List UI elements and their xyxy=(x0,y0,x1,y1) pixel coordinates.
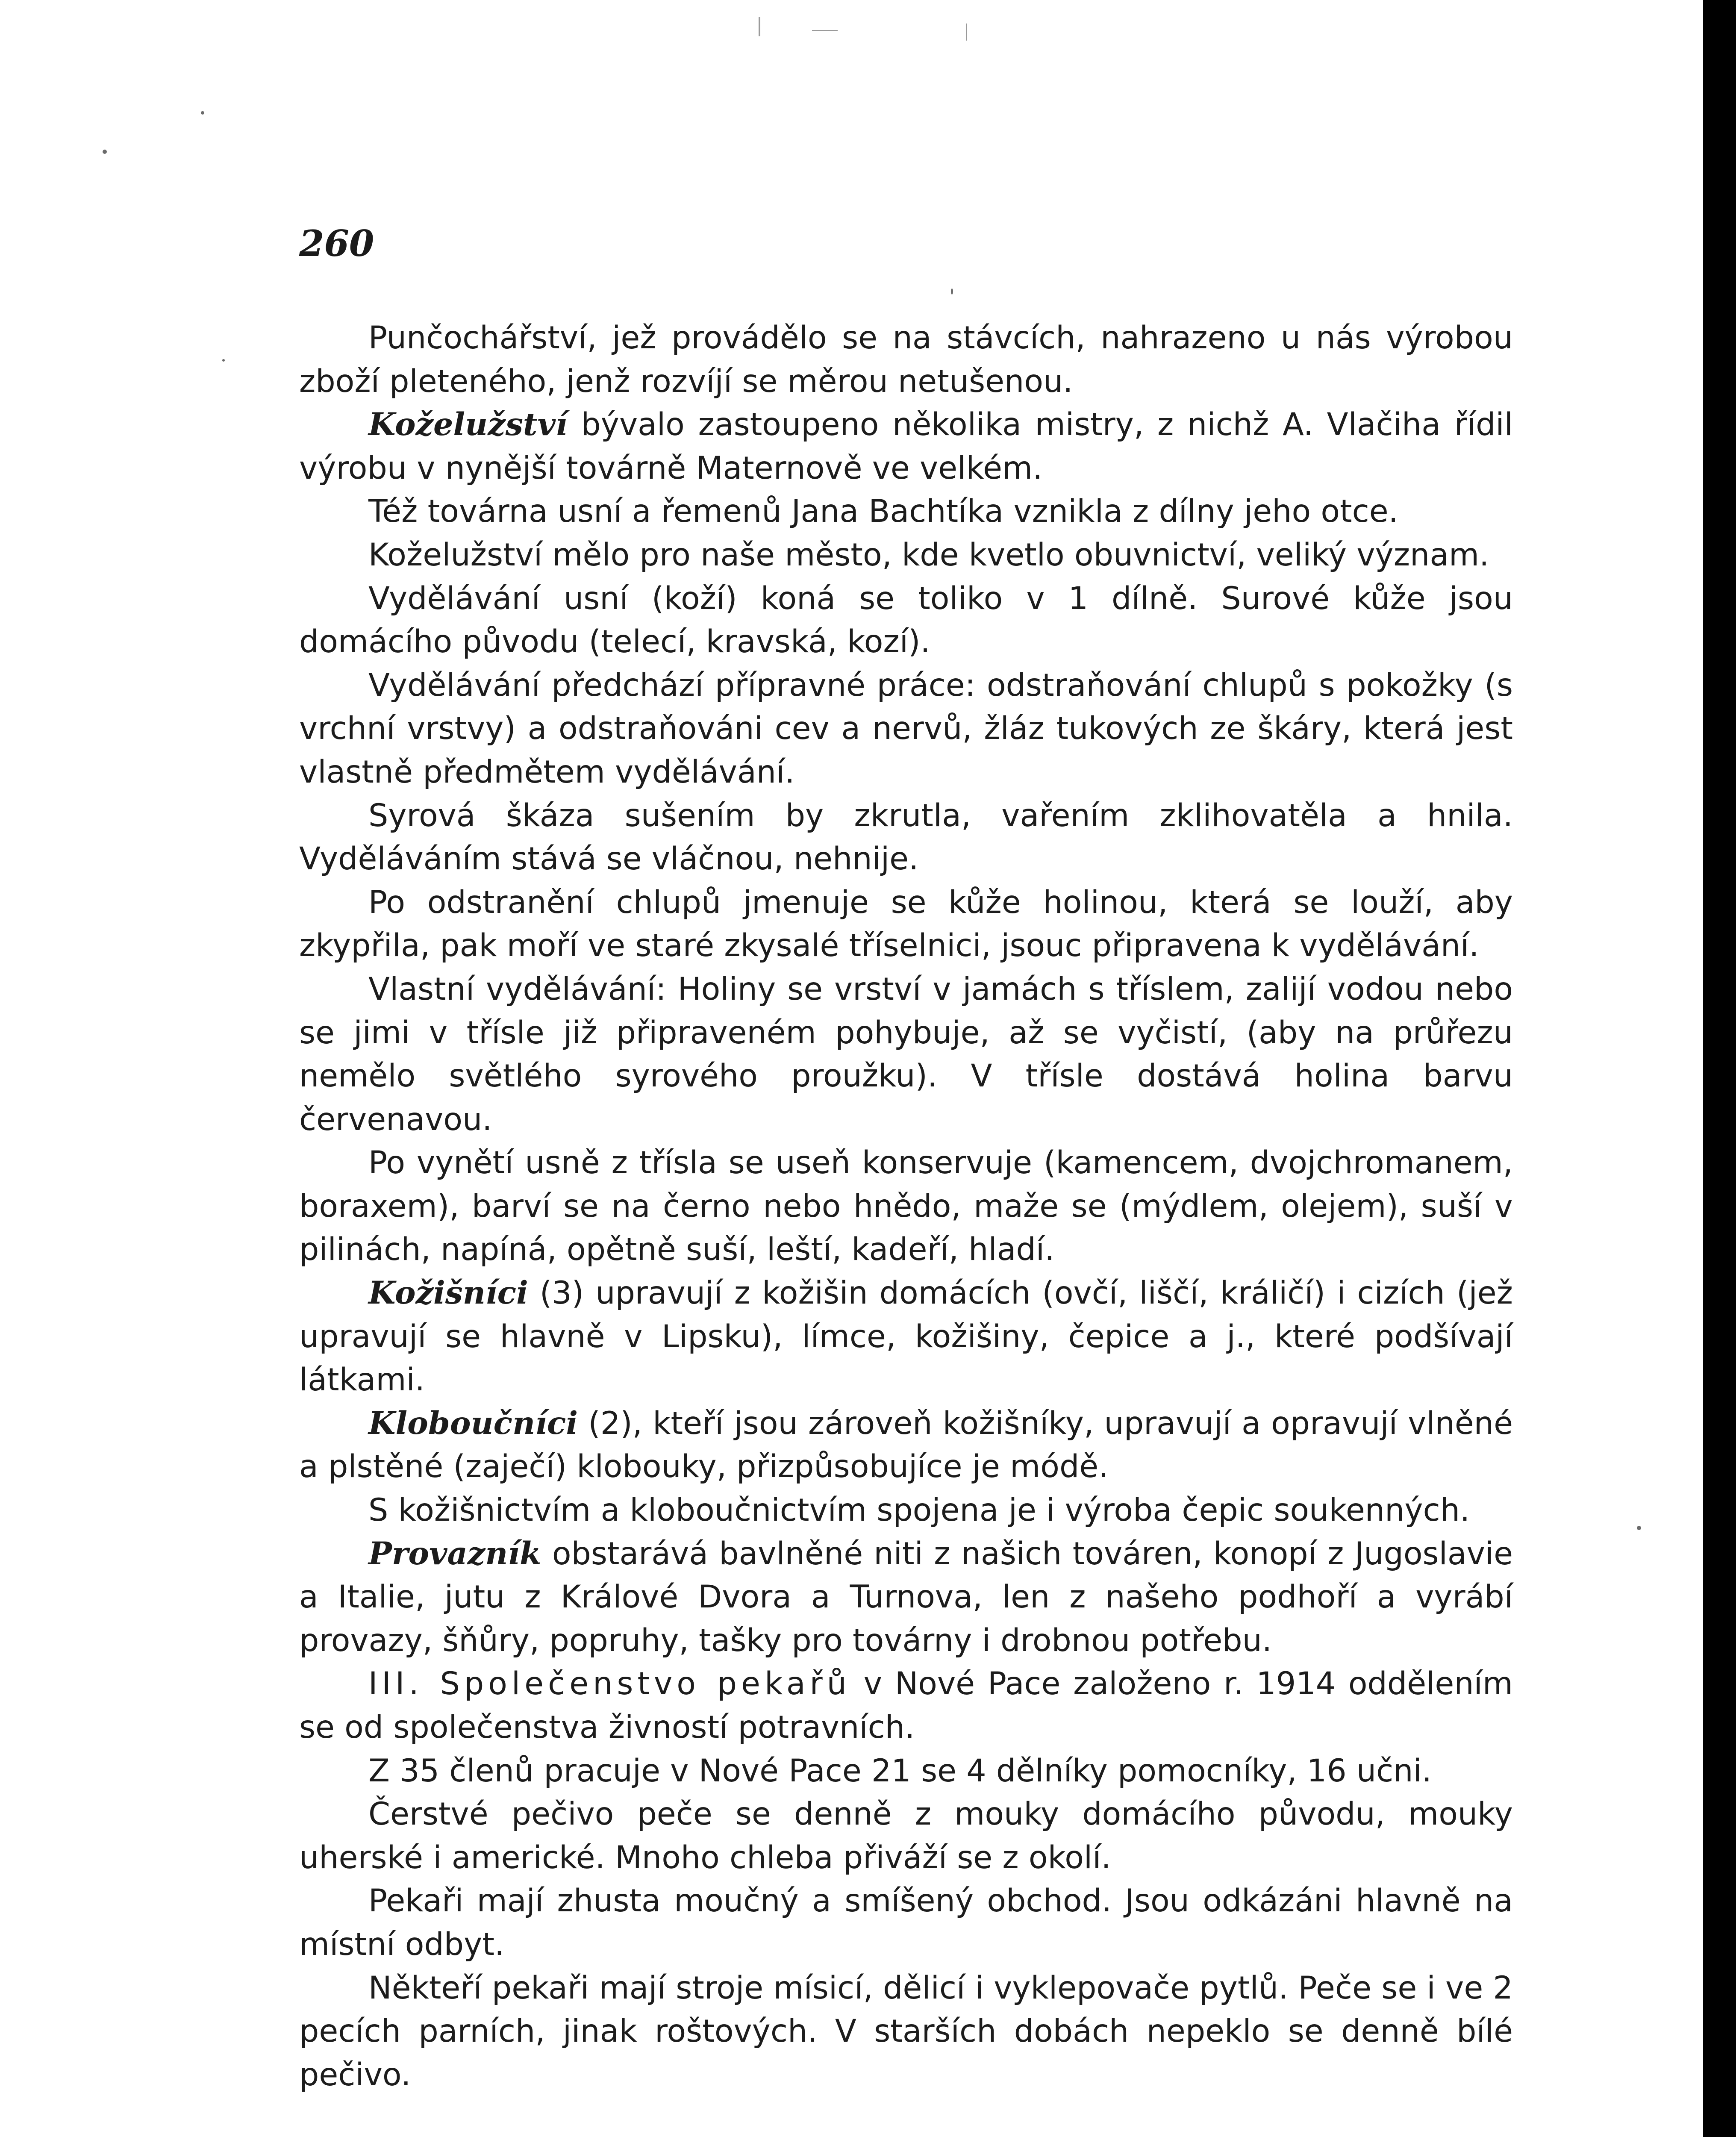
scan-speck xyxy=(951,288,953,294)
paragraph-text: Vydělávání usní (koží) koná se toliko v 1 dílně. Surové kůže jsou domácího původu (telecí, kravská, kozí). xyxy=(299,580,1513,660)
paragraph xyxy=(299,1141,1513,1272)
paragraph-text: Též továrna usní a řemenů Jana Bachtíka vznikla z dílny jeho otce. xyxy=(368,493,1398,530)
paragraph xyxy=(299,316,1513,403)
paragraph xyxy=(299,881,1513,968)
paragraph xyxy=(299,1793,1513,1879)
paragraph-text: Čerstvé pečivo peče se denně z mouky domácího původu, mouky uherské i americké. Mnoho chleba přiváží se z okolí. xyxy=(299,1796,1513,1876)
paragraph xyxy=(299,1272,1513,1402)
paragraph xyxy=(299,1749,1513,1793)
paragraph-text: Vydělávání předchází přípravné práce: odstraňování chlupů s pokožky (s vrchní vrstvy) a odstraňováni cev a nervů, žláz tukových ze škáry, která jest vlastně předmětem vydělávání. xyxy=(299,667,1513,790)
scan-speck xyxy=(201,111,204,115)
section-heading-inline: III. Společenstvo pekařů xyxy=(368,1666,851,1702)
scan-scratch xyxy=(966,24,967,41)
paragraph xyxy=(299,403,1513,490)
paragraph-lead-term: Provazník xyxy=(368,1535,541,1572)
paragraph xyxy=(299,490,1513,533)
paragraph-text: Z 35 členů pracuje v Nové Pace 21 se 4 dělníky pomocníky, 16 učni. xyxy=(368,1752,1432,1789)
scan-speck xyxy=(103,150,107,154)
paragraph xyxy=(299,1489,1513,1532)
paragraph xyxy=(299,1966,1513,2097)
paragraph xyxy=(299,1402,1513,1489)
paragraph-text: (3) upravují z kožišin domácích (ovčí, liščí, králičí) i cizích (jež upravují se hlavně v Lipsku), límce, kožišiny, čepice a j., které podšívají látkami. xyxy=(299,1275,1513,1398)
paragraph-text: Punčochářství, jež provádělo se na stávcích, nahrazeno u nás výrobou zboží pleteného, jenž rozvíjí se měrou netušenou. xyxy=(299,320,1513,400)
paragraph xyxy=(299,968,1513,1141)
paragraph-text: Vlastní vydělávání: Holiny se vrství v jamách s tříslem, zalijí vodou nebo se jimi v třísle již připraveném pohybuje, až se vyčistí, (aby na průřezu nemělo světlého syrového proužku). V třísle dostává holina barvu červenavou. xyxy=(299,971,1513,1138)
scan-speck xyxy=(222,359,225,362)
paragraph-lead-term: Kloboučníci xyxy=(368,1404,578,1442)
paragraph xyxy=(299,1662,1513,1749)
paragraph xyxy=(299,664,1513,794)
paragraph xyxy=(299,577,1513,664)
paragraph-lead-term: Koželužství xyxy=(368,406,568,443)
paragraph xyxy=(299,1532,1513,1663)
paragraph-lead-term: Kožišníci xyxy=(368,1275,528,1312)
scan-speck xyxy=(1637,1526,1641,1530)
scan-scratch xyxy=(812,30,838,31)
paragraph-text: Pekaři mají zhusta moučný a smíšený obchod. Jsou odkázáni hlavně na místní odbyt. xyxy=(299,1883,1513,1963)
paragraph-text: v Nové Pace založeno r. 1914 oddělením se od společenstva živností potravních. xyxy=(299,1666,1513,1746)
paragraph-text: bývalo zastoupeno několika mistry, z nichž A. Vlačiha řídil výrobu v nynější továrně Maternově ve velkém. xyxy=(299,406,1513,486)
paragraph xyxy=(299,533,1513,577)
paragraph-text: Někteří pekaři mají stroje mísicí, dělicí i vyklepovače pytlů. Peče se i ve 2 pecích parních, jinak roštových. V starších dobách nepeklo se denně bílé pečivo. xyxy=(299,1969,1513,2093)
paragraph-text: Koželužství mělo pro naše město, kde kvetlo obuvnictví, veliký význam. xyxy=(368,536,1489,573)
paragraph xyxy=(299,1879,1513,1966)
paragraph-text: Po vynětí usně z třísla se useň konservuje (kamencem, dvojchromanem, boraxem), barví se na černo nebo hnědo, maže se (mýdlem, olejem), suší v pilinách, napíná, opětně suší, leští, kadeří, hladí. xyxy=(299,1145,1513,1268)
page-number: 260 xyxy=(299,222,374,265)
paragraph xyxy=(299,794,1513,881)
scan-scratch xyxy=(759,17,760,36)
paragraph-text: Po odstranění chlupů jmenuje se kůže holinou, která se louží, aby zkypřila, pak moří ve staré zkysalé tříselnici, jsouc připravena k vydělávání. xyxy=(299,884,1513,964)
paragraph-text: Syrová škáza sušením by zkrutla, vařením zklihovatěla a hnila. Vyděláváním stává se vláčnou, nehnije. xyxy=(299,797,1513,877)
paragraph-text: S kožišnictvím a kloboučnictvím spojena je i výroba čepic soukenných. xyxy=(368,1492,1470,1529)
paragraph-text: obstarává bavlněné niti z našich továren, konopí z Jugoslavie a Italie, jutu z Králové Dvora a Turnova, len z našeho podhoří a vyrábí provazy, šňůry, popruhy, tašky pro továrny i drobnou potřebu. xyxy=(299,1535,1513,1659)
paragraph-text: (2), kteří jsou zároveň kožišníky, upravují a opravují vlněné a plstěné (zaječí) klobouky, přizpůsobujíce je módě. xyxy=(299,1405,1513,1485)
body-text xyxy=(299,316,1513,2096)
